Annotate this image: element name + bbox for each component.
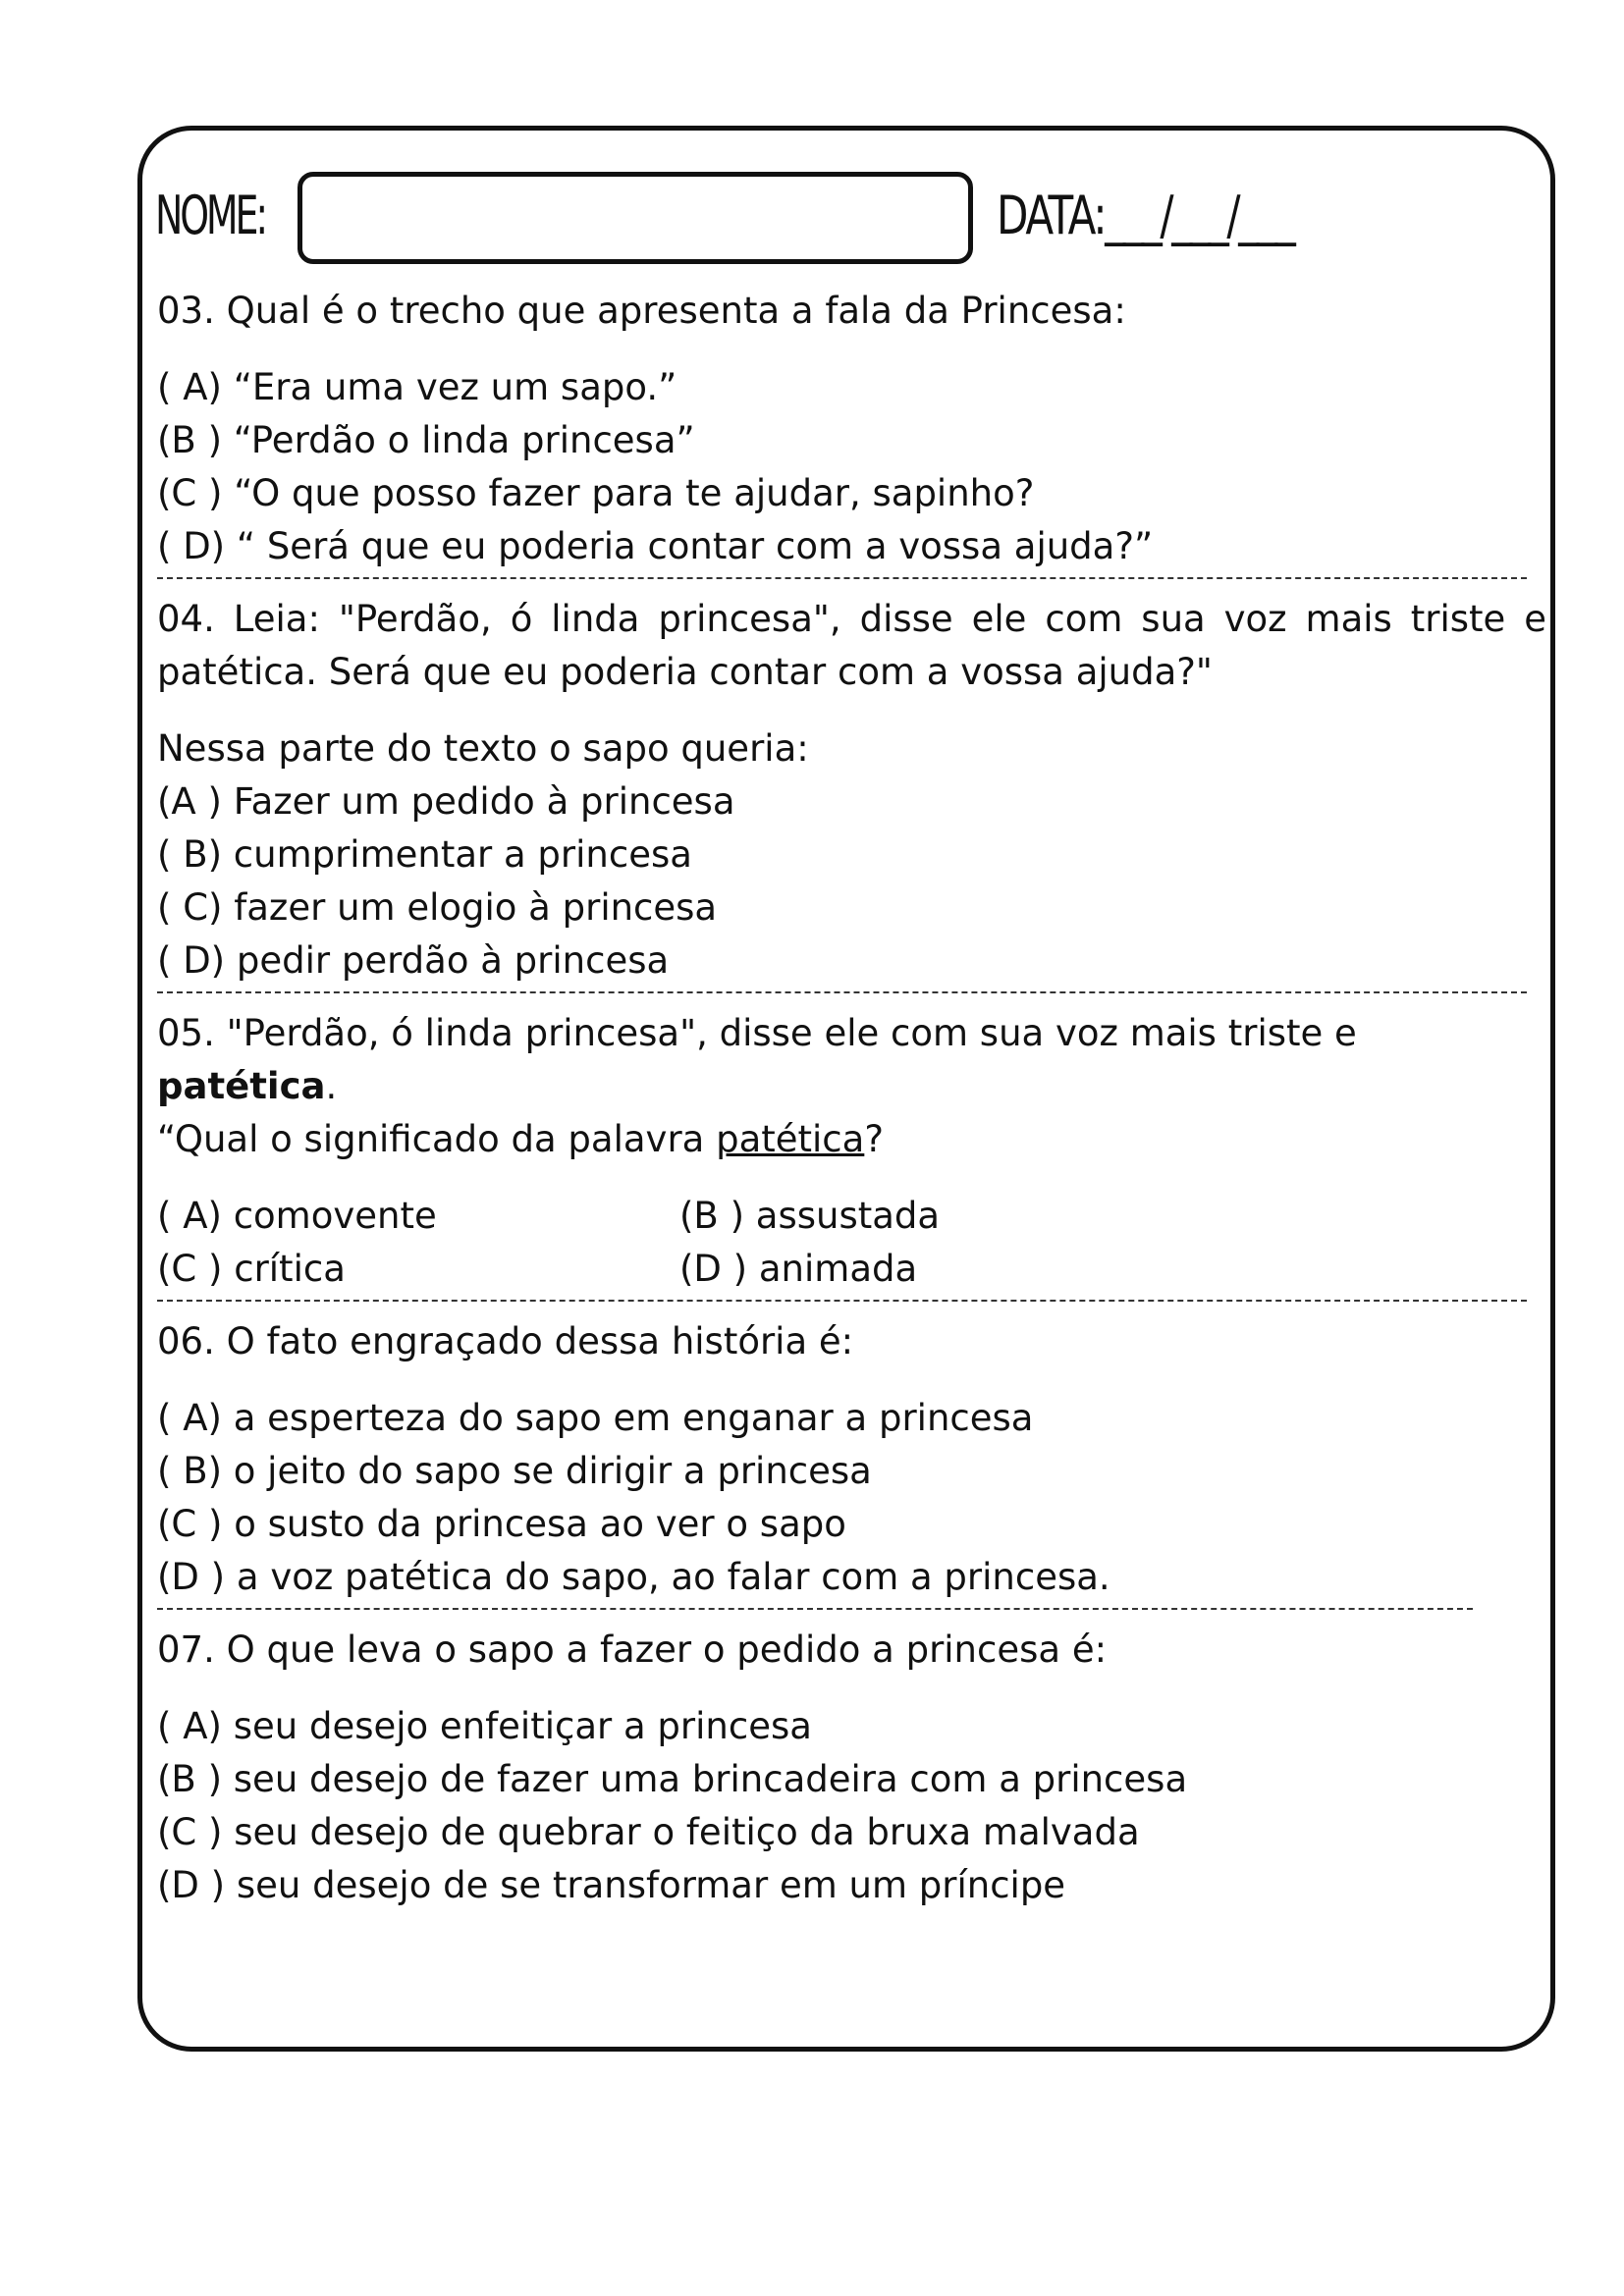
dashed-divider [157, 1608, 1473, 1622]
question-text [157, 1007, 1546, 1113]
question-text: 03. Qual é o trecho que apresenta a fala da Princesa: [157, 290, 1126, 332]
option-c[interactable]: (C ) o susto da princesa ao ver o sapo [157, 1503, 846, 1545]
questions [157, 285, 1546, 1912]
question-03 [157, 285, 1546, 573]
dashed-divider [157, 991, 1527, 1005]
option-a[interactable]: ( A) comovente [157, 1195, 437, 1237]
bold-word: patética [157, 1065, 326, 1107]
option-d[interactable]: ( D) pedir perdão à princesa [157, 939, 670, 982]
subtext-end: ? [864, 1118, 884, 1160]
question-prompt: Nessa parte do texto o sapo queria: [157, 727, 809, 770]
question-05 [157, 1007, 1546, 1296]
question-text: 07. O que leva o sapo a fazer o pedido a princesa é: [157, 1629, 1108, 1671]
option-a[interactable]: ( A) “Era uma vez um sapo.” [157, 366, 677, 408]
question-04 [157, 593, 1546, 988]
name-field[interactable] [298, 172, 973, 264]
question-text-end: . [325, 1065, 338, 1107]
dashed-divider [157, 1300, 1527, 1313]
option-c[interactable]: ( C) fazer um elogio à princesa [157, 886, 718, 929]
option-c[interactable]: (C ) seu desejo de quebrar o feitiço da bruxa malvada [157, 1811, 1140, 1853]
option-a[interactable]: ( A) a esperteza do sapo em enganar a princesa [157, 1397, 1034, 1439]
subtext-start: “Qual o significado da palavra [157, 1118, 717, 1160]
question-text-start: 05. "Perdão, ó linda princesa", disse ele com sua voz mais triste e [157, 1012, 1357, 1054]
option-b[interactable]: ( B) cumprimentar a princesa [157, 833, 692, 876]
name-label: NOME: [155, 185, 265, 246]
header [152, 165, 1527, 273]
underlined-word: patética [716, 1118, 865, 1160]
option-b[interactable]: ( B) o jeito do sapo se dirigir a princesa [157, 1450, 872, 1492]
option-d[interactable]: (D ) seu desejo de se transformar em um príncipe [157, 1864, 1066, 1906]
question-06 [157, 1315, 1546, 1604]
options-grid [157, 1190, 1546, 1296]
dashed-divider [157, 577, 1527, 591]
date-field[interactable]: DATA:___/___/___ [997, 185, 1294, 246]
option-c[interactable]: (C ) crítica [157, 1248, 346, 1290]
question-text: 04. Leia: "Perdão, ó linda princesa", disse ele com sua voz mais triste e patética. Será que eu poderia contar com a vossa ajuda?" [157, 598, 1546, 693]
question-07 [157, 1624, 1546, 1912]
option-c[interactable]: (C ) “O que posso fazer para te ajudar, sapinho? [157, 472, 1035, 514]
question-text: 06. O fato engraçado dessa história é: [157, 1320, 854, 1362]
option-b[interactable]: (B ) seu desejo de fazer uma brincadeira com a princesa [157, 1758, 1188, 1800]
option-d[interactable]: ( D) “ Será que eu poderia contar com a vossa ajuda?” [157, 525, 1154, 567]
option-b[interactable]: (B ) assustada [679, 1195, 941, 1237]
option-a[interactable]: (A ) Fazer um pedido à princesa [157, 780, 735, 823]
option-d[interactable]: (D ) animada [679, 1248, 918, 1290]
option-b[interactable]: (B ) “Perdão o linda princesa” [157, 419, 695, 461]
option-d[interactable]: (D ) a voz patética do sapo, ao falar com a princesa. [157, 1556, 1110, 1598]
question-subtext [157, 1113, 1546, 1166]
option-a[interactable]: ( A) seu desejo enfeitiçar a princesa [157, 1705, 812, 1747]
